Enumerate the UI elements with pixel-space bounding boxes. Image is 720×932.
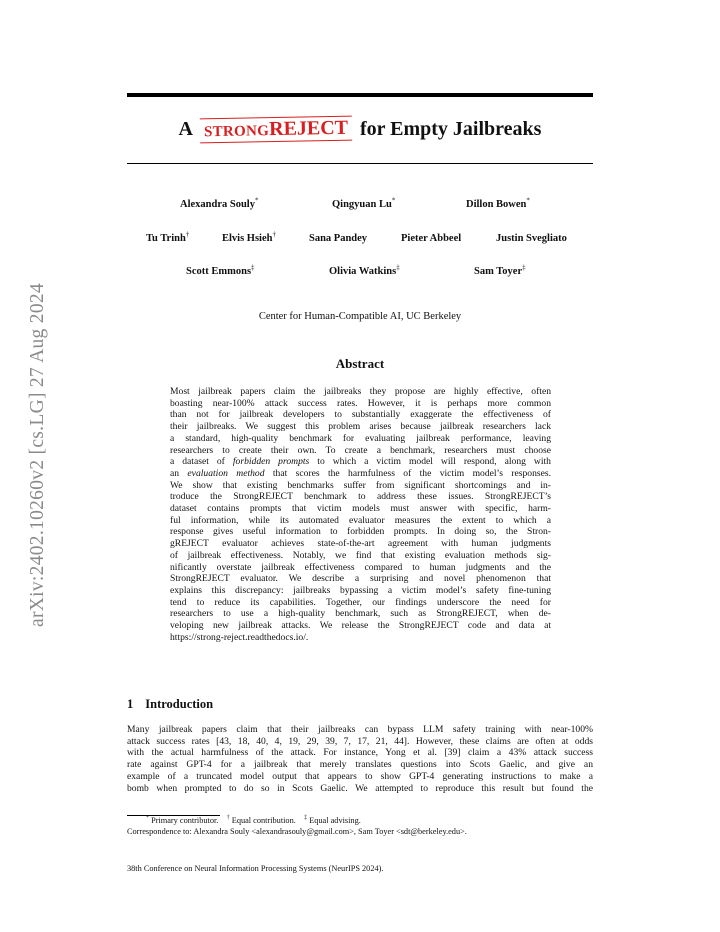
text-line: nificantly overstate jailbreak effectiveness compared to human judgments and the	[170, 561, 551, 573]
logo-rest: REJECT	[268, 116, 349, 141]
text-line: explains this discrepancy: jailbreaks bypassing a victim model’s safety fine-tuning	[170, 584, 551, 596]
abstract-heading: Abstract	[335, 356, 385, 371]
author: Alexandra Souly*	[180, 196, 259, 210]
text-line: an evaluation method that scores the harmfulness of the victim model’s responses.	[170, 467, 551, 479]
title-top-rule	[127, 93, 593, 97]
title-bottom-rule	[127, 163, 593, 164]
text-line: gREJECT evaluator achieves state-of-the-art agreement with human judgments	[170, 538, 551, 550]
author: Elvis Hsieh†	[222, 230, 276, 244]
text-line: researchers to use a high-quality benchmark, such as StrongREJECT, when de-	[170, 608, 551, 620]
text-line: ful information, while its automated evaluator measures the extent to which a	[170, 514, 551, 526]
section-heading	[127, 697, 213, 712]
introduction-body	[127, 724, 593, 794]
text-line: We show that existing benchmarks suffer from significant shortcomings and in-	[170, 479, 551, 491]
text-line: bomb when prompted to do so in Scots Gaelic. We attempted to reproduce this result but found the	[127, 782, 593, 794]
abstract-body	[170, 386, 551, 643]
text-line: a standard, high-quality benchmark for evaluating jailbreak performance, leaving	[170, 432, 551, 444]
conference-footer: 38th Conference on Neural Information Processing Systems (NeurIPS 2024).	[127, 864, 384, 873]
text-line: rate against GPT-4 for a jailbreak that merely translates questions into Scots Gaelic, and give an	[127, 759, 593, 771]
text-line: than not for jailbreak developers to substantially exaggerate the effectiveness of	[170, 409, 551, 421]
title-suffix: for Empty Jailbreaks	[359, 118, 542, 140]
footnote-marks-line: * Primary contributor. † Equal contribution. ‡ Equal advising.	[146, 815, 361, 825]
affiliation: Center for Human-Compatible AI, UC Berkeley	[258, 311, 462, 322]
text-line: their jailbreaks. We suggest this problem arises because jailbreak researchers lack	[170, 421, 551, 433]
text-line: Most jailbreak papers claim the jailbreaks they propose are highly effective, often	[170, 386, 551, 397]
text-line: a dataset of forbidden prompts to which a victim model will respond, along with	[170, 456, 551, 468]
arxiv-identifier-text: arXiv:2402.10260v2 [cs.LG] 27 Aug 2024	[27, 283, 48, 627]
text-line: boasting near-100% attack success rates. However, it is perhaps more common	[170, 397, 551, 409]
footnote-correspondence: Correspondence to: Alexandra Souly <alexandrasouly@gmail.com>, Sam Toyer <sdt@berkeley.edu>.	[127, 827, 467, 836]
paper-title	[127, 117, 593, 142]
author: Dillon Bowen*	[466, 196, 530, 210]
author: Tu Trinh†	[146, 230, 190, 244]
text-line: dataset contains prompts that victim models must answer with specific, harm-	[170, 503, 551, 515]
text-line: https://strong-reject.readthedocs.io/.	[170, 631, 309, 643]
author: Qingyuan Lu*	[332, 196, 396, 210]
text-line: Many jailbreak papers claim that their jailbreaks can bypass LLM safety training with near-100%	[127, 724, 593, 735]
title-prefix: A	[178, 118, 192, 140]
text-line: with the actual harmfulness of the attack. For instance, Yong et al. [39] claim a 43% attack success	[127, 747, 593, 759]
text-line: veloping new jailbreak attacks. We release the StrongREJECT code and data at	[170, 620, 551, 632]
text-line: of jailbreak effectiveness. Notably, we find that existing evaluation methods sig-	[170, 549, 551, 561]
strongreject-logo	[200, 116, 352, 144]
text-line: StrongREJECT evaluator. We describe a surprising and novel phenomenon that	[170, 573, 551, 585]
text-line: response gives useful information to forbidden prompts. In doing so, the Stron-	[170, 526, 551, 538]
text-line: attack success rates [43, 18, 40, 4, 19, 29, 39, 7, 17, 21, 44]. However, these claims are often at odds	[127, 735, 593, 747]
author: Pieter Abbeel	[401, 233, 462, 244]
text-line: researchers to create their own. To create a benchmark, researchers must choose	[170, 444, 551, 456]
text-line: example of a truncated model output that appears to show GPT-4 generating instructions to make a	[127, 770, 593, 782]
text-line: tend to reduce its capabilities. Together, our findings underscore the need for	[170, 596, 551, 608]
section-title: Introduction	[145, 697, 214, 711]
author: Sana Pandey	[309, 233, 368, 244]
author: Justin Svegliato	[496, 233, 567, 244]
text-line: troduce the StrongREJECT benchmark to address these issues. StrongREJECT’s	[170, 491, 551, 503]
logo-smallcaps: STRONG	[203, 123, 270, 141]
author: Sam Toyer‡	[474, 263, 526, 277]
section-number: 1	[127, 697, 134, 711]
author: Scott Emmons‡	[186, 263, 255, 277]
author: Olivia Watkins‡	[329, 263, 400, 277]
